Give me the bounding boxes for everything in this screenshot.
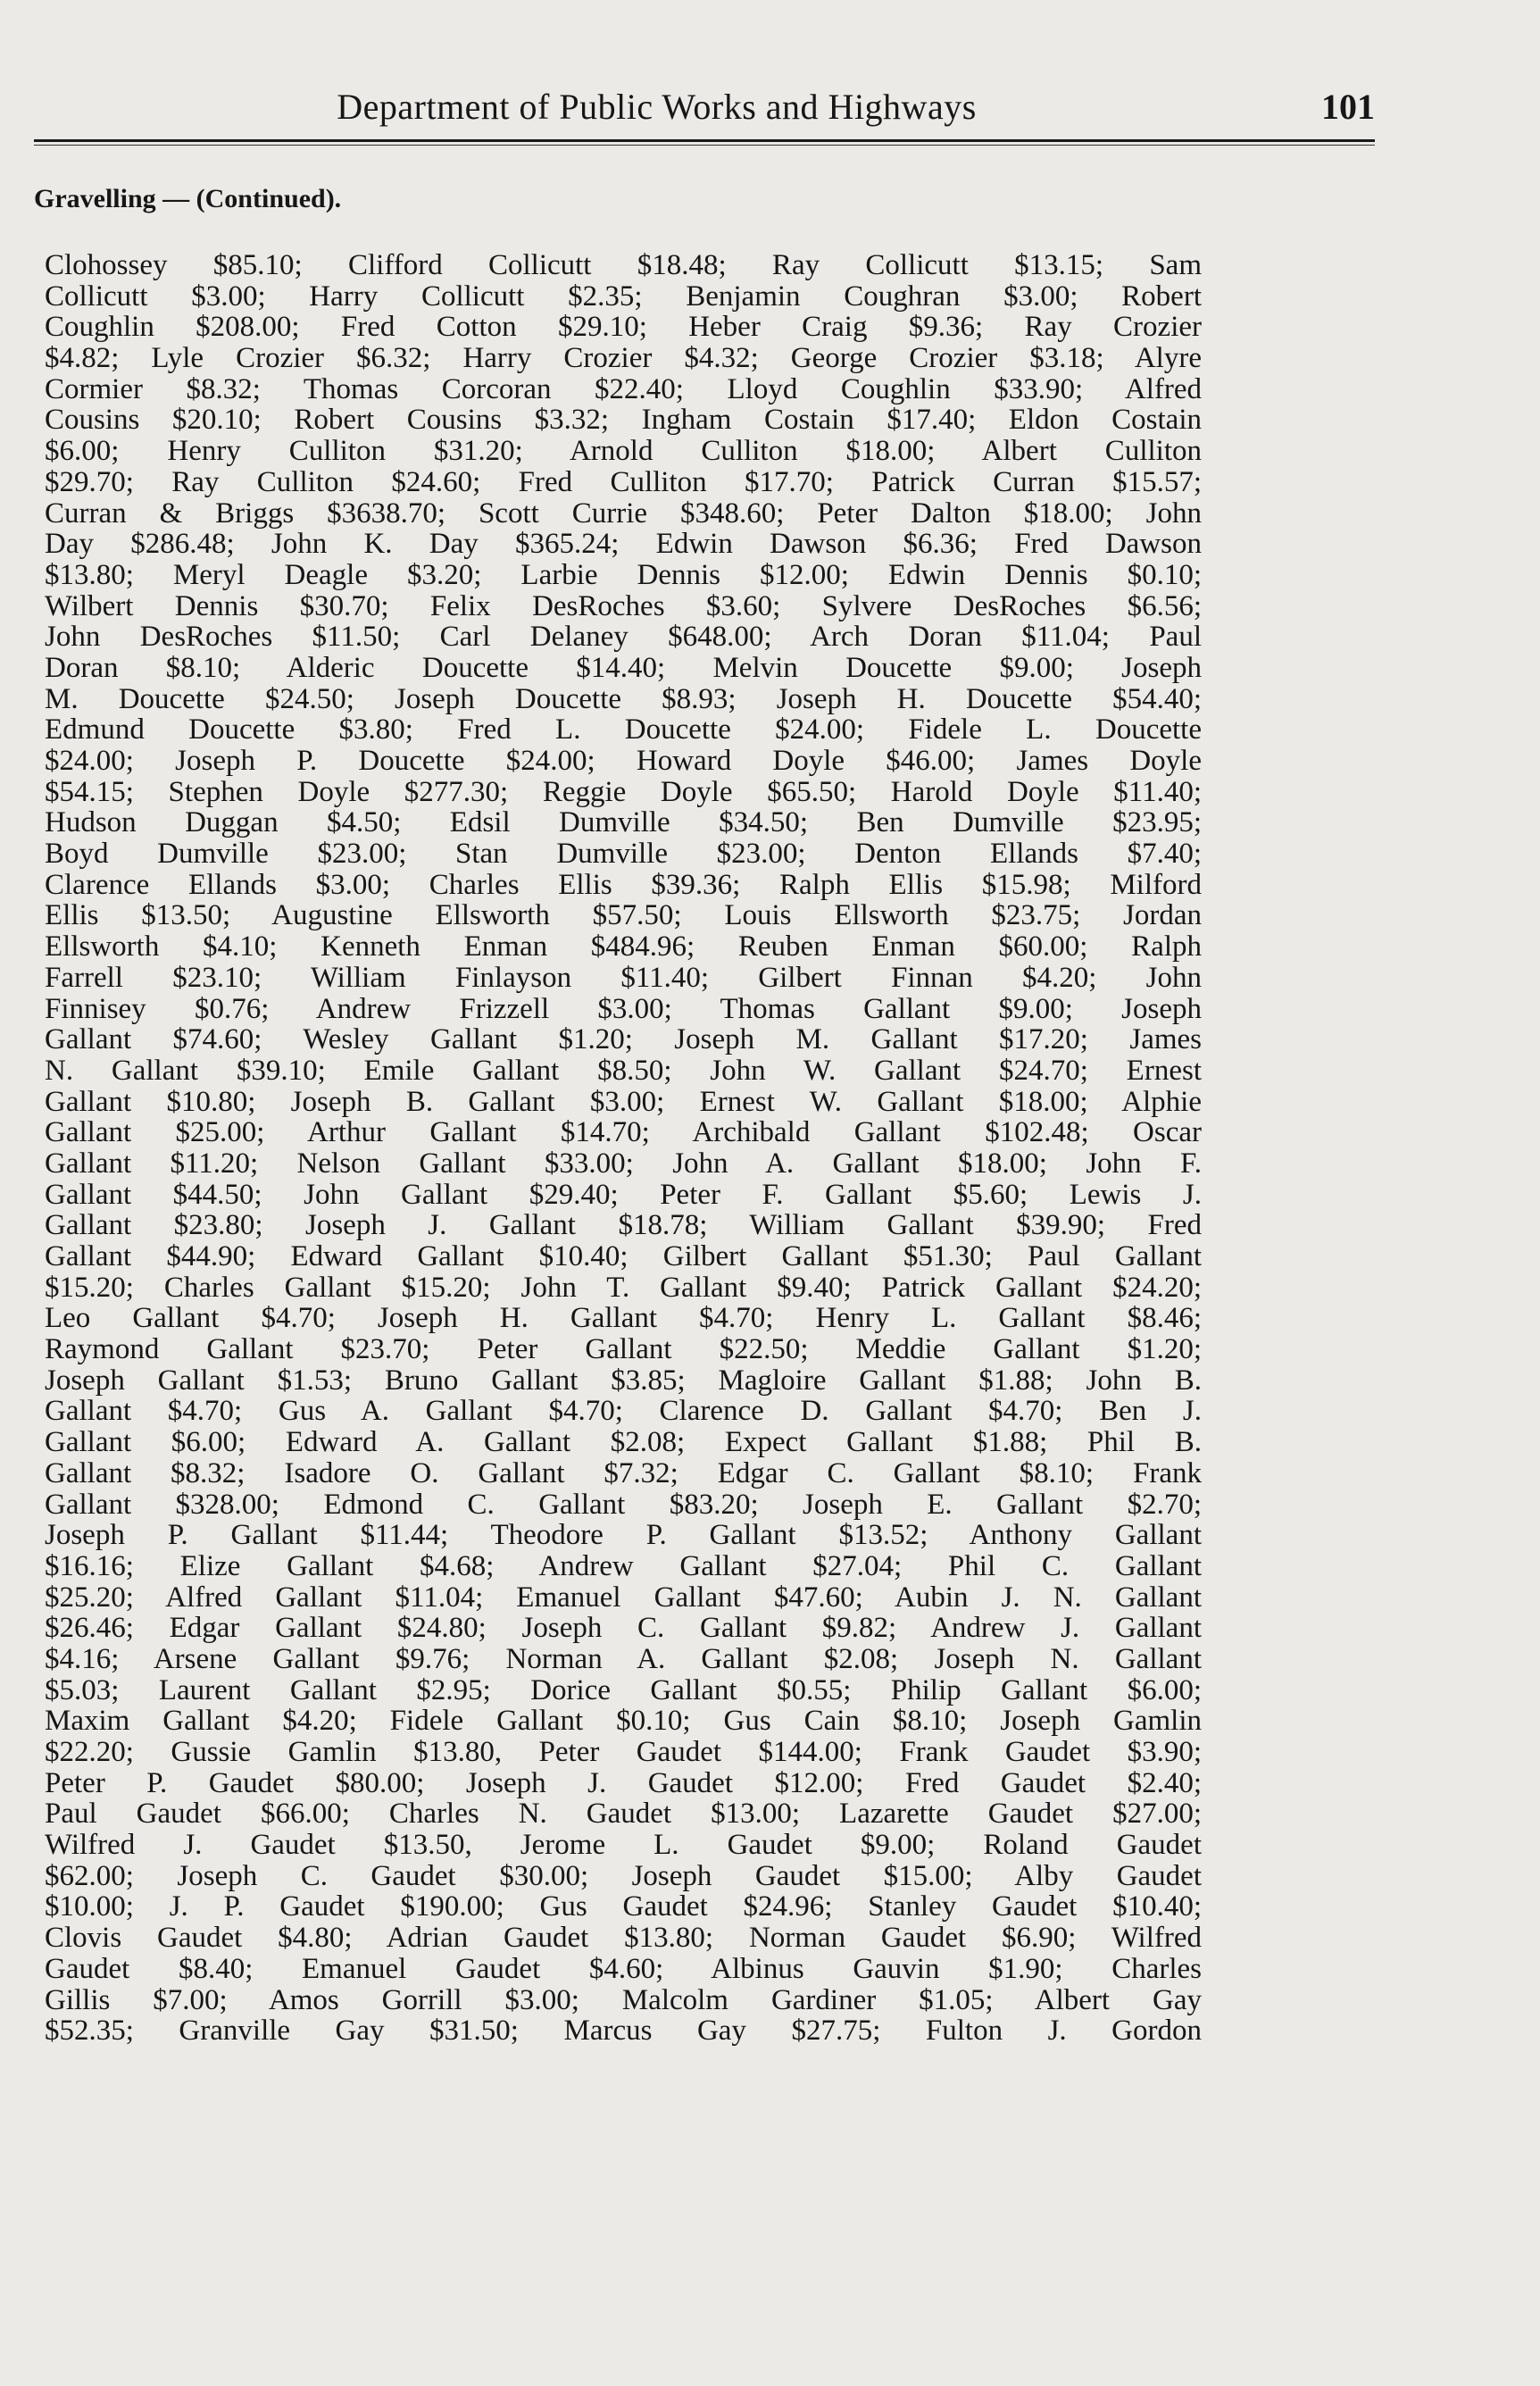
text-line: Raymond Gallant $23.70; Peter Gallant $22.50; Meddie Gallant $1.20; — [45, 1334, 1202, 1365]
text-line: $5.03; Laurent Gallant $2.95; Dorice Gallant $0.55; Philip Gallant $6.00; — [45, 1674, 1202, 1706]
text-line: Doran $8.10; Alderic Doucette $14.40; Melvin Doucette $9.00; Joseph — [45, 652, 1202, 684]
text-line: Edmund Doucette $3.80; Fred L. Doucette $24.00; Fidele L. Doucette — [45, 714, 1202, 746]
text-line: Day $286.48; John K. Day $365.24; Edwin Dawson $6.36; Fred Dawson — [45, 529, 1202, 560]
text-line: Collicutt $3.00; Harry Collicutt $2.35; Benjamin Coughran $3.00; Robert — [45, 280, 1202, 313]
text-line: Wilbert Dennis $30.70; Felix DesRoches $3.60; Sylvere DesRoches $6.56; — [45, 590, 1202, 622]
text-line: Hudson Duggan $4.50; Edsil Dumville $34.50; Ben Dumville $23.95; — [45, 807, 1202, 839]
text-line: Gallant $44.50; John Gallant $29.40; Peter F. Gallant $5.60; Lewis J. — [45, 1179, 1202, 1211]
page-number: 101 — [1321, 87, 1375, 127]
text-line: Joseph P. Gallant $11.44; Theodore P. Gallant $13.52; Anthony Gallant — [45, 1520, 1202, 1551]
text-line: Gallant $44.90; Edward Gallant $10.40; Gilbert Gallant $51.30; Paul Gallant — [45, 1241, 1202, 1272]
text-line: $26.46; Edgar Gallant $24.80; Joseph C. Gallant $9.82; Andrew J. Gallant — [45, 1613, 1202, 1644]
page-header — [34, 82, 1375, 143]
text-line: $62.00; Joseph C. Gaudet $30.00; Joseph Gaudet $15.00; Alby Gaudet — [45, 1860, 1202, 1892]
text-line: Gillis $7.00; Amos Gorrill $3.00; Malcolm Gardiner $1.05; Albert Gay — [45, 1984, 1202, 2016]
text-line: Peter P. Gaudet $80.00; Joseph J. Gaudet $12.00; Fred Gaudet $2.40; — [45, 1767, 1202, 1799]
text-line: Ellsworth $4.10; Kenneth Enman $484.96; Reuben Enman $60.00; Ralph — [45, 931, 1202, 963]
text-line: Curran & Briggs $3638.70; Scott Currie $348.60; Peter Dalton $18.00; John — [45, 497, 1202, 530]
text-line: Clarence Ellands $3.00; Charles Ellis $39.36; Ralph Ellis $15.98; Milford — [45, 869, 1202, 901]
header-rule-thin — [34, 145, 1375, 146]
text-line: Finnisey $0.76; Andrew Frizzell $3.00; Thomas Gallant $9.00; Joseph — [45, 993, 1202, 1025]
text-line: John DesRoches $11.50; Carl Delaney $648.00; Arch Doran $11.04; Paul — [45, 622, 1202, 653]
text-line: Gallant $25.00; Arthur Gallant $14.70; Archibald Gallant $102.48; Oscar — [45, 1117, 1202, 1148]
text-line: Cormier $8.32; Thomas Corcoran $22.40; Lloyd Coughlin $33.90; Alfred — [45, 373, 1202, 405]
text-line: $15.20; Charles Gallant $15.20; John T. Gallant $9.40; Patrick Gallant $24.20; — [45, 1272, 1202, 1304]
text-line: Paul Gaudet $66.00; Charles N. Gaudet $13.00; Lazarette Gaudet $27.00; — [45, 1798, 1202, 1831]
text-line: $6.00; Henry Culliton $31.20; Arnold Culliton $18.00; Albert Culliton — [45, 436, 1202, 467]
text-line: Coughlin $208.00; Fred Cotton $29.10; Heber Craig $9.36; Ray Crozier — [45, 312, 1202, 344]
text-line: Gallant $74.60; Wesley Gallant $1.20; Joseph M. Gallant $17.20; James — [45, 1024, 1202, 1055]
text-line: $24.00; Joseph P. Doucette $24.00; Howard Doyle $46.00; James Doyle — [45, 746, 1202, 777]
text-line: $4.82; Lyle Crozier $6.32; Harry Crozier $4.32; George Crozier $3.18; Alyre — [45, 343, 1202, 374]
text-line: Gallant $10.80; Joseph B. Gallant $3.00; Ernest W. Gallant $18.00; Alphie — [45, 1086, 1202, 1118]
text-line: $16.16; Elize Gallant $4.68; Andrew Gallant $27.04; Phil C. Gallant — [45, 1550, 1202, 1582]
text-line: $25.20; Alfred Gallant $11.04; Emanuel Gallant $47.60; Aubin J. N. Gallant — [45, 1581, 1202, 1614]
text-line: Gallant $4.70; Gus A. Gallant $4.70; Clarence D. Gallant $4.70; Ben J. — [45, 1396, 1202, 1428]
text-line: Boyd Dumville $23.00; Stan Dumville $23.00; Denton Ellands $7.40; — [45, 838, 1202, 870]
text-line: N. Gallant $39.10; Emile Gallant $8.50; John W. Gallant $24.70; Ernest — [45, 1055, 1202, 1087]
text-line: Gallant $11.20; Nelson Gallant $33.00; John A. Gallant $18.00; John F. — [45, 1147, 1202, 1180]
text-line: Ellis $13.50; Augustine Ellsworth $57.50; Louis Ellsworth $23.75; Jordan — [45, 900, 1202, 932]
text-line: Gallant $6.00; Edward A. Gallant $2.08; Expect Gallant $1.88; Phil B. — [45, 1427, 1202, 1458]
text-line: Gaudet $8.40; Emanuel Gaudet $4.60; Albinus Gauvin $1.90; Charles — [45, 1953, 1202, 1985]
text-line: $54.15; Stephen Doyle $277.30; Reggie Doyle $65.50; Harold Doyle $11.40; — [45, 776, 1202, 808]
text-line: Gallant $328.00; Edmond C. Gallant $83.20; Joseph E. Gallant $2.70; — [45, 1489, 1202, 1521]
text-line: M. Doucette $24.50; Joseph Doucette $8.93; Joseph H. Doucette $54.40; — [45, 683, 1202, 715]
header-rule — [34, 139, 1375, 142]
text-line: Cousins $20.10; Robert Cousins $3.32; Ingham Costain $17.40; Eldon Costain — [45, 405, 1202, 437]
text-line: $10.00; J. P. Gaudet $190.00; Gus Gaudet $24.96; Stanley Gaudet $10.40; — [45, 1891, 1202, 1923]
text-line: $4.16; Arsene Gallant $9.76; Norman A. Gallant $2.08; Joseph N. Gallant — [45, 1643, 1202, 1675]
text-line: $13.80; Meryl Deagle $3.20; Larbie Dennis $12.00; Edwin Dennis $0.10; — [45, 559, 1202, 591]
text-line: Gallant $8.32; Isadore O. Gallant $7.32; Edgar C. Gallant $8.10; Frank — [45, 1457, 1202, 1489]
text-line: Maxim Gallant $4.20; Fidele Gallant $0.10; Gus Cain $8.10; Joseph Gamlin — [45, 1706, 1202, 1737]
text-line: Joseph Gallant $1.53; Bruno Gallant $3.85; Magloire Gallant $1.88; John B. — [45, 1364, 1202, 1397]
payment-list-paragraph — [45, 250, 1202, 2047]
section-title: Gravelling — (Continued). — [34, 184, 342, 213]
text-line: Clovis Gaudet $4.80; Adrian Gaudet $13.80; Norman Gaudet $6.90; Wilfred — [45, 1923, 1202, 1954]
text-line: Farrell $23.10; William Finlayson $11.40; Gilbert Finnan $4.20; John — [45, 962, 1202, 994]
text-line: Gallant $23.80; Joseph J. Gallant $18.78; William Gallant $39.90; Fred — [45, 1210, 1202, 1241]
text-line: Leo Gallant $4.70; Joseph H. Gallant $4.70; Henry L. Gallant $8.46; — [45, 1303, 1202, 1335]
text-line: Clohossey $85.10; Clifford Collicutt $18.48; Ray Collicutt $13.15; Sam — [45, 250, 1202, 281]
text-line: Wilfred J. Gaudet $13.50, Jerome L. Gaudet $9.00; Roland Gaudet — [45, 1830, 1202, 1861]
running-head-title: Department of Public Works and Highways — [337, 87, 977, 127]
text-line: $52.35; Granville Gay $31.50; Marcus Gay $27.75; Fulton J. Gordon — [45, 2015, 1202, 2047]
text-line: $29.70; Ray Culliton $24.60; Fred Culliton $17.70; Patrick Curran $15.57; — [45, 466, 1202, 498]
text-line: $22.20; Gussie Gamlin $13.80, Peter Gaudet $144.00; Frank Gaudet $3.90; — [45, 1737, 1202, 1768]
